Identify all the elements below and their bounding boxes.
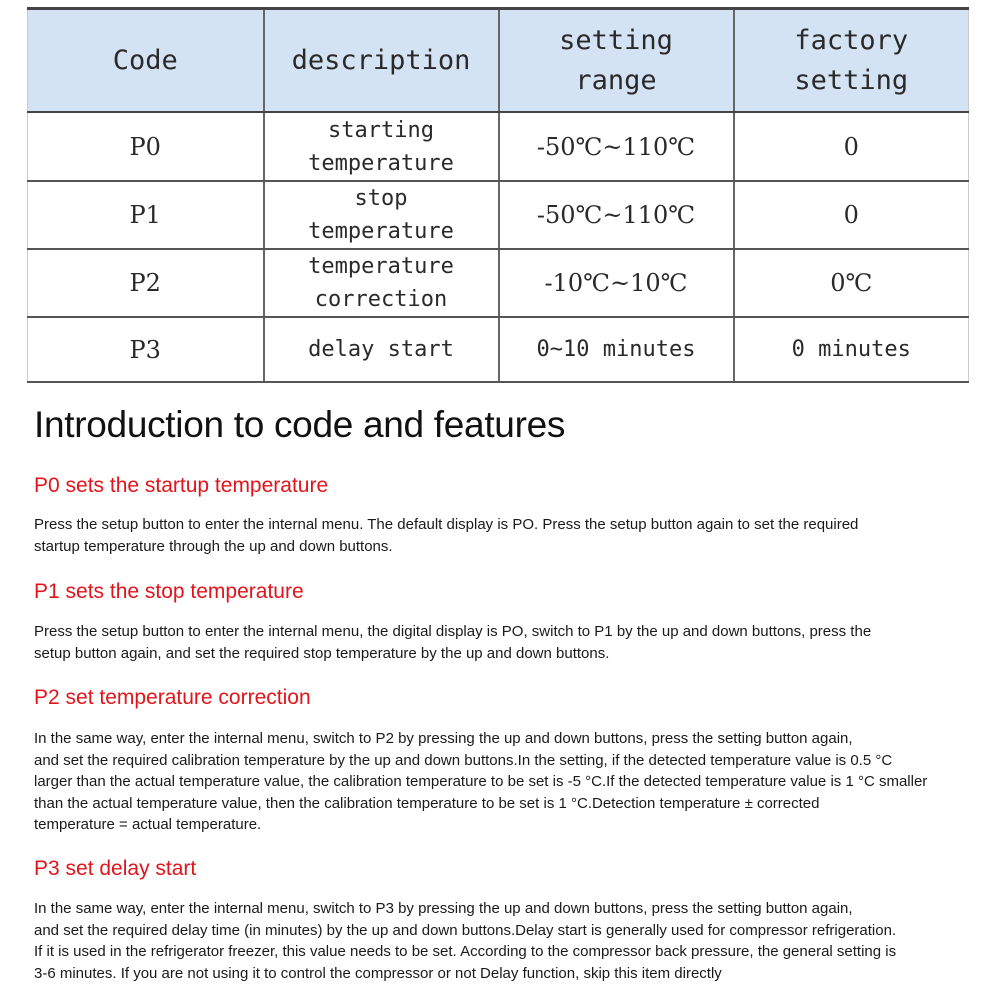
section-title-p0: P0 sets the startup temperature — [34, 474, 329, 497]
cell-description: temperature correction — [264, 249, 499, 317]
cell-setting-range: -50℃~110℃ — [499, 112, 734, 181]
cell-setting-range: -10℃~10℃ — [499, 249, 734, 317]
cell-code: P0 — [28, 112, 264, 181]
cell-code: P2 — [28, 249, 264, 317]
cell-factory-setting: 0 — [734, 181, 969, 249]
cell-factory-setting: 0 minutes — [734, 317, 969, 382]
table-header-row — [28, 9, 969, 113]
cell-factory-setting: 0℃ — [734, 249, 969, 317]
section-title-p3: P3 set delay start — [34, 857, 197, 880]
table-row — [28, 249, 969, 317]
table-row — [28, 317, 969, 382]
table-row — [28, 181, 969, 249]
header-description: description — [264, 9, 499, 113]
cell-code: P1 — [28, 181, 264, 249]
cell-code: P3 — [28, 317, 264, 382]
cell-factory-setting: 0 — [734, 112, 969, 181]
section-body-p1: Press the setup button to enter the internal menu, the digital display is PO, switch to P1 by the up and down buttons, press the setup button again, and set the required stop temperature by the up and down buttons. — [34, 623, 872, 662]
section-title-p1: P1 sets the stop temperature — [34, 580, 304, 603]
cell-setting-range: 0~10 minutes — [499, 317, 734, 382]
section-body-p2: In the same way, enter the internal menu, switch to P2 by pressing the up and down buttons, press the setting button again, and set the required calibration temperature by the up and down buttons.In the setting, if the detected temperature value is 0.5 °C larger than the actual temperature value, the calibration temperature to be set is -5 °C.If the detected temperature value is 1 °C smaller than the actual temperature value, then the calibration temperature to be set is 1 °C.Detection temperature ± corrected temperature = actual temperature. — [34, 730, 928, 833]
cell-description: starting temperature — [264, 112, 499, 181]
page-title: Introduction to code and features — [34, 404, 566, 445]
header-setting-range: setting range — [499, 9, 734, 113]
table-row — [28, 112, 969, 181]
cell-setting-range: -50℃~110℃ — [499, 181, 734, 249]
parameter-table — [27, 7, 969, 383]
section-body-p0: Press the setup button to enter the internal menu. The default display is PO. Press the setup button again to set the required startup temperature through the up and down buttons. — [34, 516, 859, 555]
section-title-p2: P2 set temperature correction — [34, 686, 311, 709]
cell-description: delay start — [264, 317, 499, 382]
section-body-p3: In the same way, enter the internal menu, switch to P3 by pressing the up and down buttons, press the setting button again, and set the required delay time (in minutes) by the up and down buttons.Delay start is generally used for compressor refrigeration. If it is used in the refrigerator freezer, this value needs to be set. According to the compressor back pressure, the general setting is 3-6 minutes. If you are not using it to control the compressor or not Delay function, skip this item directly — [34, 900, 897, 982]
cell-description: stop temperature — [264, 181, 499, 249]
header-factory-setting: factory setting — [734, 9, 969, 113]
header-code: Code — [28, 9, 264, 113]
